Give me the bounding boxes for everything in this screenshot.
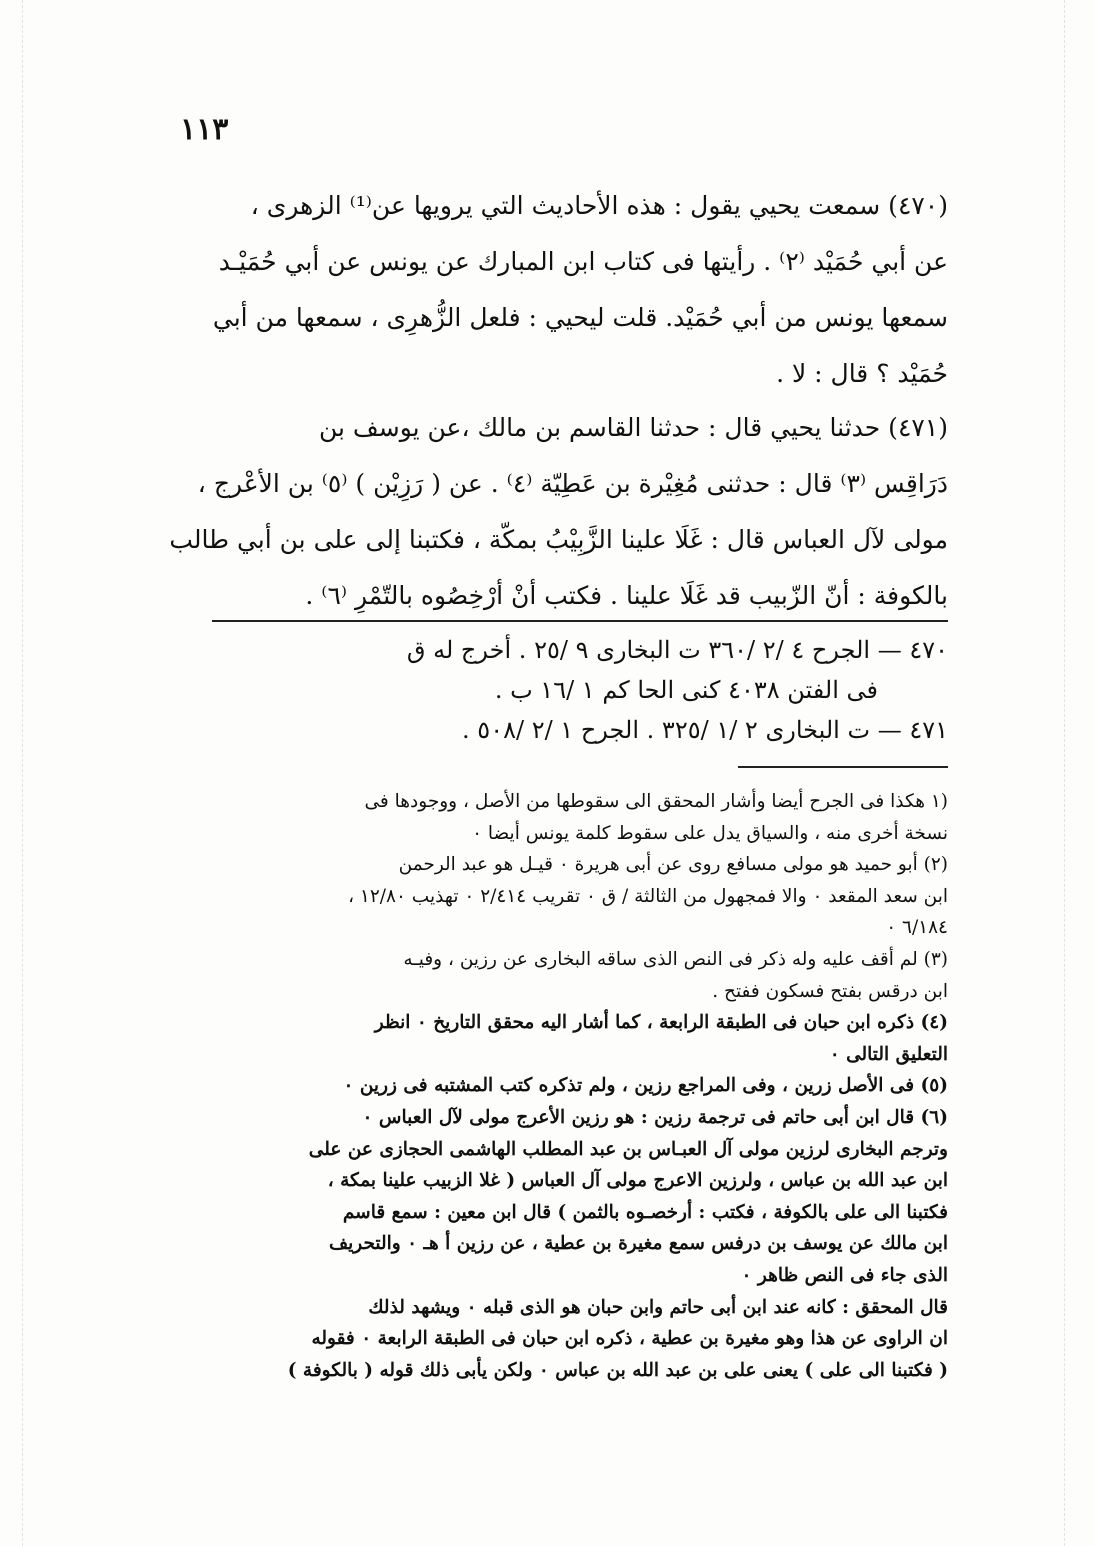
footnotes-block	[208, 786, 948, 1386]
footnote-line: التعليق التالى ٠	[829, 1043, 948, 1065]
footnote-line: (٦) قال ابن أبى حاتم فى ترجمة رزين : هو رزين الأعرج مولى لآل العباس ٠	[362, 1106, 948, 1128]
footnote-line: وترجم البخارى لرزين مولى آل العبـاس بن عبد المطلب الهاشمى الحجازى عن على	[308, 1138, 948, 1160]
scan-margin-line	[1064, 0, 1065, 1546]
footnote-line: (٣) لم أقف عليه وله ذكر فى النص الذى ساقه البخارى عن رزين ، وفيـه	[403, 948, 948, 970]
scan-margin-line	[22, 0, 23, 1546]
text-line: عن أبي حُمَيْد ⁽٢⁾ . رأيتها فى كتاب ابن المبارك عن يونس عن أبي حُمَيْـد	[218, 247, 948, 276]
footnote-line: الذى جاء فى النص ظاهر ٠	[741, 1264, 948, 1286]
footnote-line: قال المحقق : كانه عند ابن أبى حاتم وابن حبان هو الذى قبله ٠ ويشهد لذلك	[368, 1296, 948, 1318]
footnote-line: نسخة أخرى منه ، والسياق يدل على سقوط كلمة يونس أيضا ٠	[472, 822, 948, 844]
footnote-line: ابن سعد المقعد ٠ والا فمجهول من الثالثة / ق ٠ تقريب ٢/٤١٤ ٠ تهذيب ١٢/٨٠ ،	[348, 885, 948, 907]
footnote-line: ٦/١٨٤ ٠	[886, 917, 948, 939]
text-line: (٤٧١) حدثنا يحيي قال : حدثنا القاسم بن مالك ،عن يوسف بن	[318, 413, 948, 442]
footnote-line: ابن عبد الله بن عباس ، ولرزين الاعرج مولى آل العباس ( غلا الزبيب علينا بمكة ،	[327, 1170, 948, 1192]
footnote-line: (٥) فى الأصل زرين ، وفى المراجع رزين ، ولم تذكره كتب المشتبه فى زرين ٠	[343, 1075, 948, 1097]
footnote-line: فكتبنا الى على بالكوفة ، فكتب : أرخصـوه بالثمن ) قال ابن معين : سمع قاسم	[342, 1201, 948, 1223]
footnote-line: (٤) ذكره ابن حبان فى الطبقة الرابعة ، كما أشار اليه محقق التاريخ ٠ انظر	[374, 1012, 948, 1034]
text-line: بالكوفة : أنّ الزّبيب قد غَلَا علينا . فكتب أنْ أرْخِصُوه بالتّمْرِ ⁽٦⁾ .	[305, 581, 948, 610]
footnote-rule	[738, 766, 948, 768]
source-line: فى الفتن ٤٠٣٨ كنى الحا كم ١ /١٦ ب .	[494, 676, 878, 704]
hadith-471	[169, 400, 948, 624]
text-line: سمعها يونس من أبي حُمَيْد. قلت ليحيي : فلعل الزُّهرِى ، سمعها من أبي	[212, 303, 948, 332]
text-line: دَرَاقِس ⁽٣⁾ قال : حدثنى مُغِيْرة بن عَطِيّة ⁽٤⁾ . عن ( رَزِيْن ) ⁽٥⁾ بن الأعْرج ،	[197, 469, 948, 498]
source-line: ٤٧٠ — الجرح ٤ /٢ /٣٦٠ ت البخارى ٩ /٢٥ . أخرج له ق	[406, 636, 948, 664]
page-number: ١١٣	[180, 112, 229, 147]
footnote-line: ان الراوى عن هذا وهو مغيرة بن عطية ، ذكره ابن حبان فى الطبقة الرابعة ٠ فقوله	[311, 1328, 948, 1350]
footnote-line: (٢) أبو حميد هو مولى مسافع روى عن أبى هريرة ٠ قيـل هو عبد الرحمن	[398, 854, 948, 876]
text-line: مولى لآل العباس قال : غَلَا علينا الزَّبِيْبُ بمكّة ، فكتبنا إلى على بن أبي طالب	[169, 525, 948, 554]
hadith-470	[208, 178, 948, 402]
text-line: حُمَيْد ؟ قال : لا .	[776, 359, 948, 388]
sources-block	[208, 630, 948, 750]
footnote-line: ( فكتبنا الى على ) يعنى على بن عبد الله بن عباس ٠ ولكن يأبى ذلك قوله ( بالكوفة )	[287, 1359, 948, 1381]
separator-rule	[212, 620, 948, 622]
text-line: (٤٧٠) سمعت يحيي يقول : هذه الأحاديث التي يرويها عن⁽¹⁾ الزهرى ،	[250, 191, 948, 220]
footnote-line: ابن درقس بفتح فسكون ففتح .	[712, 980, 948, 1002]
source-line: ٤٧١ — ت البخارى ٢ /١ /٣٢٥ . الجرح ١ /٢ /٥٠٨ .	[462, 716, 948, 744]
footnote-line: (١ هكذا فى الجرح أيضا وأشار المحقق الى سقوطها من الأصل ، ووجودها فى	[364, 791, 948, 812]
footnote-line: ابن مالك عن يوسف بن درفس سمع مغيرة بن عطية ، عن رزين أ هـ ٠ والتحريف	[328, 1233, 948, 1255]
